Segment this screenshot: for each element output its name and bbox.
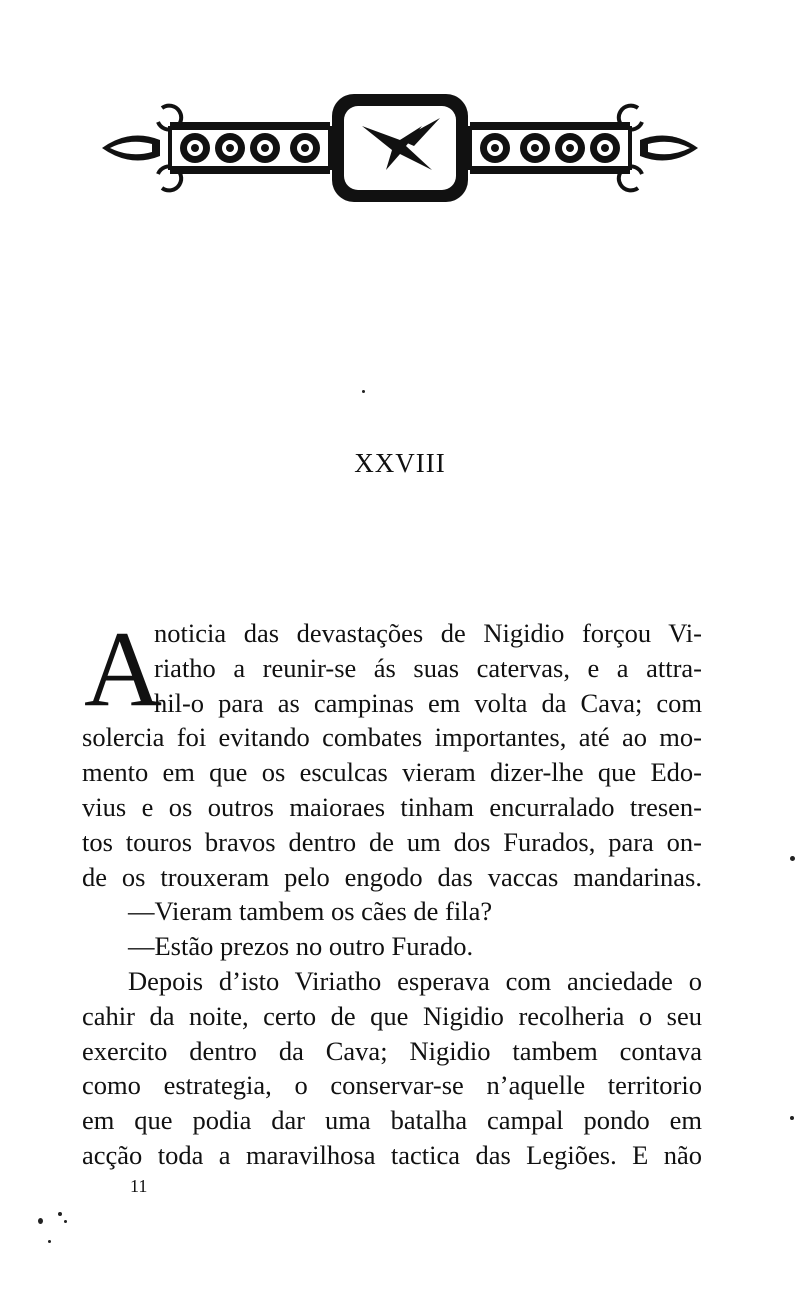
text-line: solercia foi evitando combates importantes, até ao mo-: [82, 722, 702, 753]
text-line: vius e os outros maioraes tinham encurralado tresen-: [82, 791, 702, 822]
text-line: noticia das devastações de Nigidio forçou Vi-: [154, 618, 702, 648]
swallow-ornament-icon: [100, 88, 700, 210]
text-line: acção toda a maravilhosa tactica das Legiões. E não: [82, 1139, 702, 1170]
text-line: Depois d’isto Viriatho esperava com anciedade o: [128, 965, 702, 996]
scan-speck: [58, 1212, 62, 1216]
text-line: riatho a reunir-se ás suas catervas, e a attra-: [154, 652, 702, 683]
scan-speck: [48, 1240, 51, 1243]
text-line: —Estão prezos no outro Furado.: [128, 931, 474, 962]
scan-speck: [790, 856, 795, 861]
signature-mark: 11: [130, 1176, 148, 1196]
scan-speck: [790, 1116, 794, 1120]
text-line: cahir da noite, certo de que Nigidio recolheria o seu: [82, 1000, 702, 1031]
scan-speck: [64, 1220, 67, 1223]
chapter-title: XXVIII: [354, 448, 446, 478]
text-line: em que podia dar uma batalha campal pondo em: [82, 1105, 702, 1136]
text-line: mento em que os esculcas vieram dizer-lhe que Edo-: [82, 757, 702, 788]
text-line: —Vieram tambem os cães de fila?: [128, 896, 493, 927]
scan-speck: [38, 1218, 43, 1224]
scan-speck: [362, 390, 365, 393]
text-line: tos touros bravos dentro de um dos Furados, para on-: [82, 826, 702, 857]
text-line: de os trouxeram pelo engodo das vaccas mandarinas.: [82, 861, 702, 892]
text-line: como estrategia, o conservar-se n’aquelle territorio: [82, 1070, 702, 1101]
body-paragraph: [82, 610, 702, 1173]
drop-cap: A: [84, 610, 162, 729]
text-line: exercito dentro da Cava; Nigidio tambem contava: [82, 1035, 702, 1066]
text-line: hil-o para as campinas em volta da Cava; com: [154, 687, 702, 718]
